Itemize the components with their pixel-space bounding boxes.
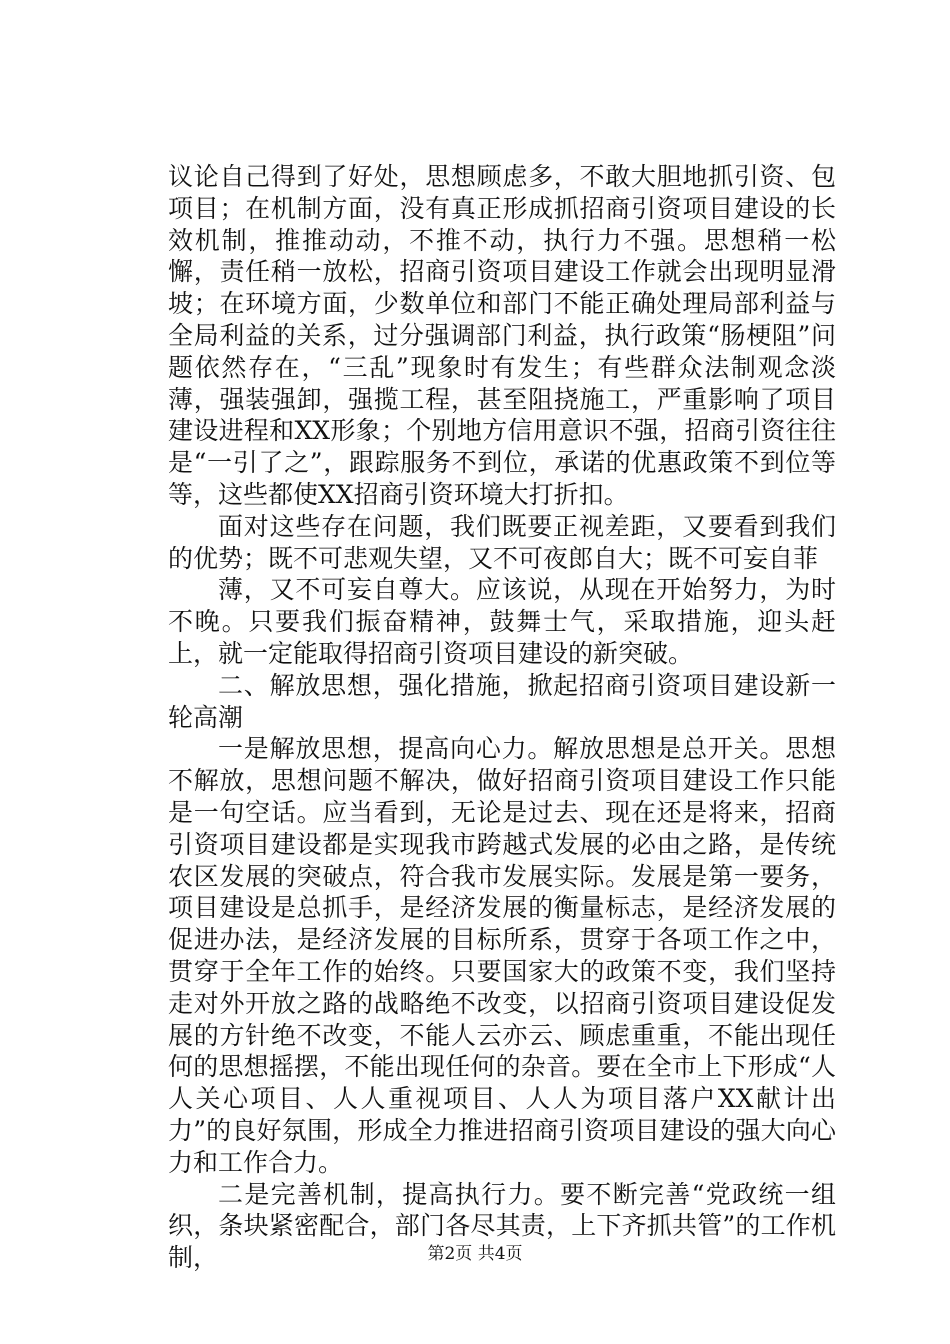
- paragraph-improve-mechanism: 二是完善机制，提高执行力。要不断完善“党政统一组织，条块紧密配合，部门各尽其责，上下齐抓共管”的工作机制，: [168, 1179, 836, 1273]
- paragraph-emancipate-mind: 一是解放思想，提高向心力。解放思想是总开关。思想不解放，思想问题不解决，做好招商引资项目建设工作只能是一句空话。应当看到，无论是过去、现在还是将来，招商引资项目建设都是实现我市跨越式发展的必由之路，是传统农区发展的突破点，符合我市发展实际。发展是第一要务，项目建设是总抓手，是经济发展的衡量标志，是经济发展的促进办法，是经济发展的目标所系，贯穿于各项工作之中，贯穿于全年工作的始终。只要国家大的政策不变，我们坚持走对外开放之路的战略绝不改变，以招商引资项目建设促发展的方针绝不改变，不能人云亦云、顾虑重重，不能出现任何的思想摇摆，不能出现任何的杂音。要在全市上下形成“人人关心项目、人人重视项目、人人为项目落户XX献计出力”的良好氛围，形成全力推进招商引资项目建设的强大向心力和工作合力。: [168, 734, 836, 1177]
- section-heading-two: 二、解放思想，强化措施，掀起招商引资项目建设新一轮高潮: [168, 670, 836, 732]
- paragraph-environment-issues: 议论自己得到了好处，思想顾虑多，不敢大胆地抓引资、包项目；在机制方面，没有真正形成抓招商引资项目建设的长效机制，推推动动，不推不动，执行力不强。思想稍一松懈，责任稍一放松，招商引资项目建设工作就会出现明显滑坡；在环境方面，少数单位和部门不能正确处理局部利益与全局利益的关系，过分强调部门利益，执行政策“肠梗阻”问题依然存在，“三乱”现象时有发生；有些群众法制观念淡薄，强装强卸，强揽工程，甚至阻挠施工，严重影响了项目建设进程和XX形象；个别地方信用意识不强，招商引资往往是“一引了之”，跟踪服务不到位，承诺的优惠政策不到位等等，这些都使XX招商引资环境大打折扣。: [168, 162, 836, 509]
- document-body: [168, 161, 836, 1274]
- paragraph-not-too-late: 薄，又不可妄自尊大。应该说，从现在开始努力，为时不晚。只要我们振奋精神，鼓舞士气，采取措施，迎头赶上，就一定能取得招商引资项目建设的新突破。: [168, 575, 836, 668]
- page-number-footer: 第2页 共4页: [427, 1244, 523, 1264]
- paragraph-face-problems: 面对这些存在问题，我们既要正视差距，又要看到我们的优势；既不可悲观失望，又不可夜郎自大；既不可妄自菲: [168, 511, 836, 573]
